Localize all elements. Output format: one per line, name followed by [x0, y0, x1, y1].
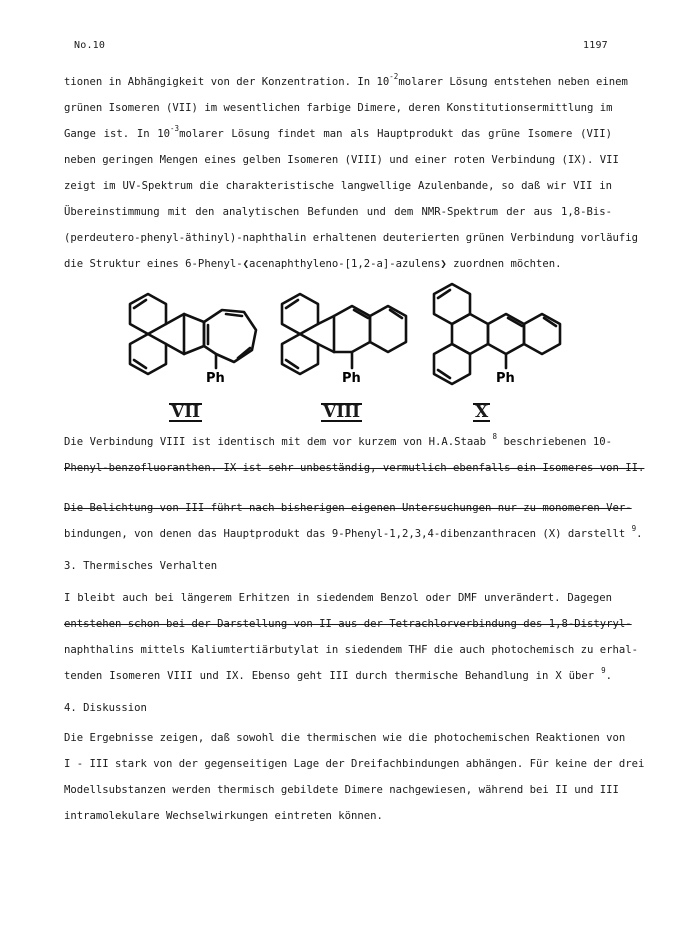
body-line: (perdeutero-phenyl-äthinyl)-naphthalin erhaltenen deuterierten grünen Verbindung vorläufig — [64, 232, 639, 244]
phenyl-label: Ph — [206, 371, 225, 386]
body-line: Die Belichtung von III führt nach bisherigen eigenen Untersuchungen nur zu monomeren Ver- — [64, 502, 632, 514]
body-line: Die Verbindung VIII ist identisch mit dem vor kurzem von H.A.Staab $^8$ beschriebenen 10- — [64, 432, 612, 448]
body-line: neben geringen Mengen eines gelben Isomeren (VIII) und einer roten Verbindung (IX). VII — [64, 154, 619, 166]
body-line: Gange ist. In $10^{-3}molarer$ Lösung findet man als Hauptprodukt das grüne Isomere (VII) — [64, 124, 612, 140]
journal-number: No.10 — [74, 40, 106, 51]
body-line: Übereinstimmung mit den analytischen Befunden und dem NMR-Spektrum der aus 1,8-Bis- — [64, 206, 612, 218]
compound-label-viii: VIII — [323, 402, 361, 422]
compound-label-x: X — [475, 402, 489, 422]
page-number: 1197 — [583, 40, 608, 51]
structure-viii — [278, 292, 418, 396]
body-line: bindungen, von denen das Hauptprodukt das 9-Phenyl-1,2,3,4-dibenzanthracen (X) darstellt $^9$. — [64, 524, 643, 540]
body-line: entstehen schon bei der Darstellung von II aus der Tetrachlorverbindung des 1,8-Distyryl- — [64, 618, 632, 630]
body-line: intramolekulare Wechselwirkungen eintreten können. — [64, 810, 383, 822]
body-line: grünen Isomeren (VII) im wesentlichen farbige Dimere, deren Konstitutionsermittlung im — [64, 102, 613, 114]
body-line: die Struktur eines 6-Phenyl-❮acenaphthyleno-[1,2-a]-azulens❯ zuordnen möchten. — [64, 258, 562, 270]
compound-label-vii: VII — [171, 402, 201, 422]
phenyl-label: Ph — [342, 371, 361, 386]
structure-x — [430, 282, 570, 406]
structure-vii — [126, 292, 266, 396]
body-line: I - III stark von der gegenseitigen Lage der Dreifachbindungen abhängen. Für keine der drei — [64, 758, 645, 770]
phenyl-label: Ph — [496, 371, 515, 386]
body-line: zeigt im UV-Spektrum die charakteristische langwellige Azulenbande, so daß wir VII in — [64, 180, 612, 192]
body-line: I bleibt auch bei längerem Erhitzen in siedendem Benzol oder DMF unverändert. Dagegen — [64, 592, 612, 604]
section-heading: 3. Thermisches Verhalten — [64, 560, 218, 572]
body-line: tenden Isomeren VIII und IX. Ebenso geht III durch thermische Behandlung in X über $^9$. — [64, 666, 612, 682]
body-line: naphthalins mittels Kaliumtertiärbutylat in siedendem THF die auch photochemisch zu erhal- — [64, 644, 639, 656]
body-line: tionen in Abhängigkeit von der Konzentration. In $10^{-2}molarer$ Lösung entstehen neben einem — [64, 72, 628, 88]
body-line: Phenyl-benzofluoranthen. IX ist sehr unbeständig, vermutlich ebenfalls ein Isomeres von II. — [64, 462, 645, 474]
body-line: Modellsubstanzen werden thermisch gebildete Dimere nachgewiesen, während bei II und III — [64, 784, 619, 796]
body-line: Die Ergebnisse zeigen, daß sowohl die thermischen wie die photochemischen Reaktionen von — [64, 732, 626, 744]
section-heading: 4. Diskussion — [64, 702, 147, 714]
